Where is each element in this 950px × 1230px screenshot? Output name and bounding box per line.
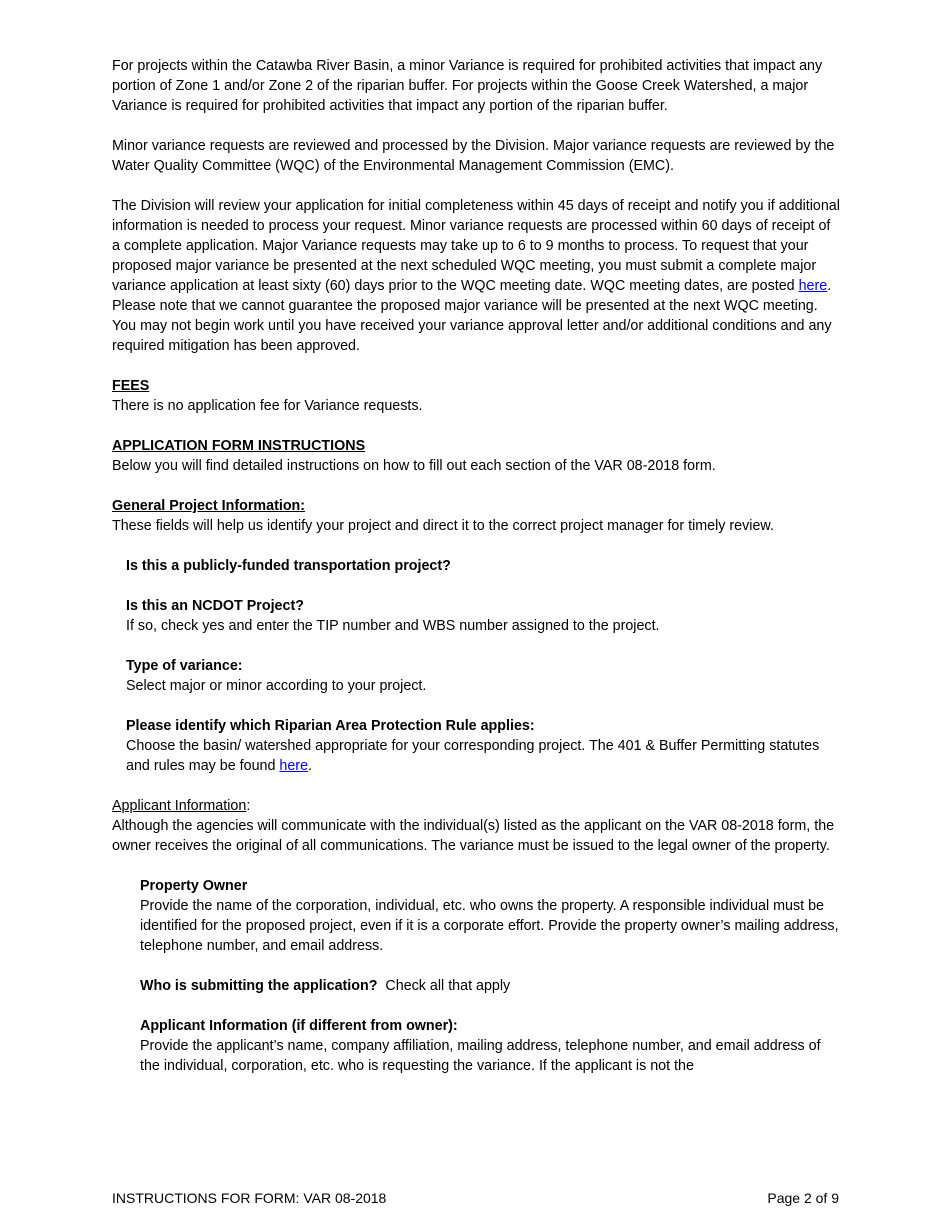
page-footer [112,1189,839,1207]
applicant-heading-colon: : [246,798,251,814]
fees-text: There is no application fee for Variance requests. [112,398,423,414]
intro-paragraph-2: Minor variance requests are reviewed and processed by the Division. Major variance requests are reviewed by the Water Quality Committee (WQC) of the Environmental Management Commission (EMC). [112,138,835,174]
who-submitting-text: Check all that apply [377,978,511,994]
intro-paragraph-3-text: The Division will review your application for initial completeness within 45 days of receipt and notify you if additional information is needed to process your request. Minor variance requests are processed within 60 days of receipt of a complete application. Major Variance requests may take up to 6 to 9 months to process. To request that your proposed major variance be presented at the next scheduled WQC meeting, you must submit a complete major variance application at least sixty (60) days prior to the WQC meeting date. WQC meeting dates, are posted [112,198,840,294]
intro-paragraph-1: For projects within the Catawba River Basin, a minor Variance is required for prohibited activities that impact any portion of Zone 1 and/or Zone 2 of the riparian buffer. For projects within the Goose Creek Watershed, a major Variance is required for prohibited activities that impact any portion of the riparian buffer. [112,58,823,114]
ncdot-text: If so, check yes and enter the TIP number and WBS number assigned to the project. [126,618,660,634]
ncdot-question: Is this an NCDOT Project? [126,598,304,614]
general-project-text: These fields will help us identify your project and direct it to the correct project manager for timely review. [112,518,774,534]
fees-heading: FEES [112,378,150,394]
wqc-meeting-dates-link[interactable]: here [798,278,828,294]
footer-page-number: Page 2 of 9 [767,1190,839,1206]
instructions-text: Below you will find detailed instructions on how to fill out each section of the VAR 08-2018 form. [112,458,716,474]
property-owner-text: Provide the name of the corporation, individual, etc. who owns the property. A responsible individual must be identified for the proposed project, even if it is a corporate effort. Provide the property owner’s mailing address, telephone number, and email address. [140,898,839,954]
fees-section [112,376,842,416]
instructions-section [112,436,842,476]
riparian-rule-text-end: . [308,758,313,774]
variance-type-question: Type of variance: [126,658,243,674]
property-owner-heading: Property Owner [140,878,248,894]
buffer-rules-link[interactable]: here [279,758,309,774]
variance-type-text: Select major or minor according to your project. [126,678,427,694]
applicant-heading-line [112,796,842,816]
applicant-heading: Applicant Information [112,798,247,814]
applicant-text: Although the agencies will communicate with the individual(s) listed as the applicant on the VAR 08-2018 form, the owner receives the original of all communications. The variance must be issued to the legal owner of the property. [112,818,835,854]
intro-paragraph-3-text-end: . Please note that we cannot guarantee the proposed major variance will be presented at the next WQC meeting. You may not begin work until you have received your variance approval letter and/or additional conditions and any required mitigation has been approved. [112,278,832,354]
general-project-heading: General Project Information: [112,498,306,514]
intro-paragraph-3 [112,196,842,356]
document-page [112,56,842,1076]
footer-form-label: INSTRUCTIONS FOR FORM: VAR 08-2018 [112,1190,387,1206]
who-submitting-heading: Who is submitting the application? [140,978,378,994]
riparian-rule-question: Please identify which Riparian Area Protection Rule applies: [126,718,535,734]
applicant-different-text: Provide the applicant’s name, company affiliation, mailing address, telephone number, and email address of the individual, corporation, etc. who is requesting the variance. If the applicant is not the [140,1038,821,1074]
transportation-question: Is this a publicly-funded transportation project? [126,558,451,574]
general-project-section [112,496,842,776]
instructions-heading: APPLICATION FORM INSTRUCTIONS [112,438,366,454]
applicant-different-heading: Applicant Information (if different from owner): [140,1018,458,1034]
applicant-section [112,796,842,1076]
riparian-rule-text [126,736,842,776]
who-submitting-line [140,976,842,996]
riparian-rule-text-start: Choose the basin/ watershed appropriate for your corresponding project. The 401 & Buffer Permitting statutes and rules may be found [126,738,820,774]
